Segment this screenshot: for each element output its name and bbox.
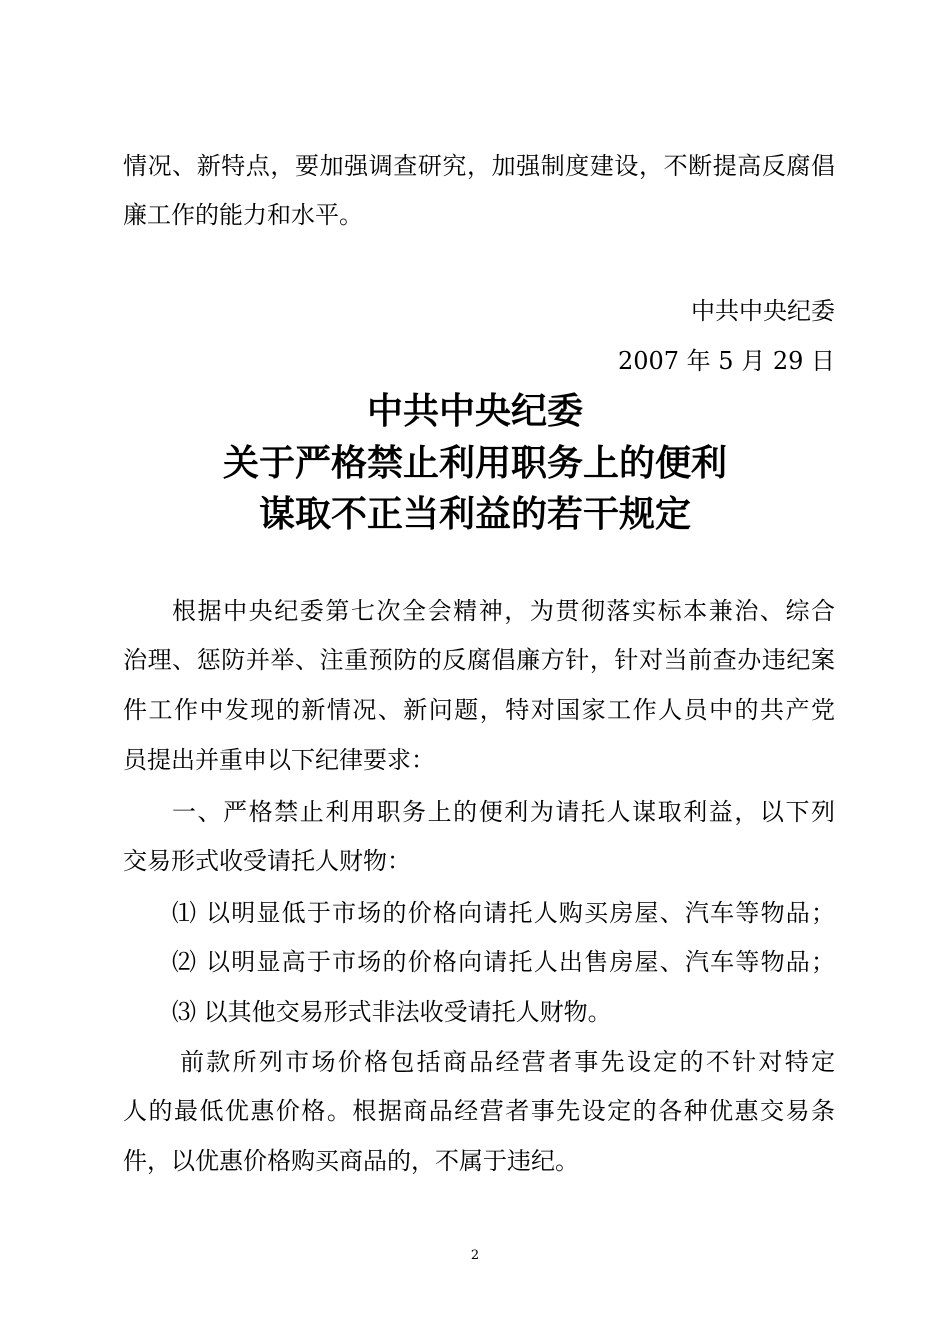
intro-line-3: 件工作中发现的新情况、新问题，特对国家工作人员中的共产党 [123,696,835,724]
article-1-line-2: 交易形式收受请托人财物： [123,847,411,875]
note-line-2: 人的最低优惠价格。根据商品经营者事先设定的各种优惠交易条 [123,1097,835,1125]
previous-section-line-1: 情况、新特点，要加强调查研究，加强制度建设，不断提高反腐倡 [123,152,835,180]
note-line-3: 件，以优惠价格购买商品的，不属于违纪。 [123,1147,579,1175]
intro-line-2: 治理、惩防并举、注重预防的反腐倡廉方针，针对当前查办违纪案 [123,646,835,674]
document-title-line-3: 谋取不正当利益的若干规定 [258,494,691,535]
list-item-1: ⑴ 以明显低于市场的价格向请托人购买房屋、汽车等物品； [172,899,835,927]
document-title-line-2: 关于严格禁止利用职务上的便利 [222,443,727,484]
list-item-3: ⑶ 以其他交易形式非法收受请托人财物。 [172,998,612,1026]
intro-line-1: 根据中央纪委第七次全会精神，为贯彻落实标本兼治、综合 [172,597,835,625]
page-number: 2 [470,1248,480,1263]
signature: 中共中央纪委 [691,297,835,325]
previous-section-line-2: 廉工作的能力和水平。 [123,201,363,229]
list-item-2: ⑵ 以明显高于市场的价格向请托人出售房屋、汽车等物品； [172,948,835,976]
article-1-line-1: 一、严格禁止利用职务上的便利为请托人谋取利益，以下列 [172,798,835,826]
intro-line-4: 员提出并重申以下纪律要求： [123,746,435,774]
document-title-line-1: 中共中央纪委 [366,391,583,432]
note-line-1: 前款所列市场价格包括商品经营者事先设定的不针对特定 [180,1048,835,1076]
signature-date: 2007 年 5 月 29 日 [617,347,835,375]
